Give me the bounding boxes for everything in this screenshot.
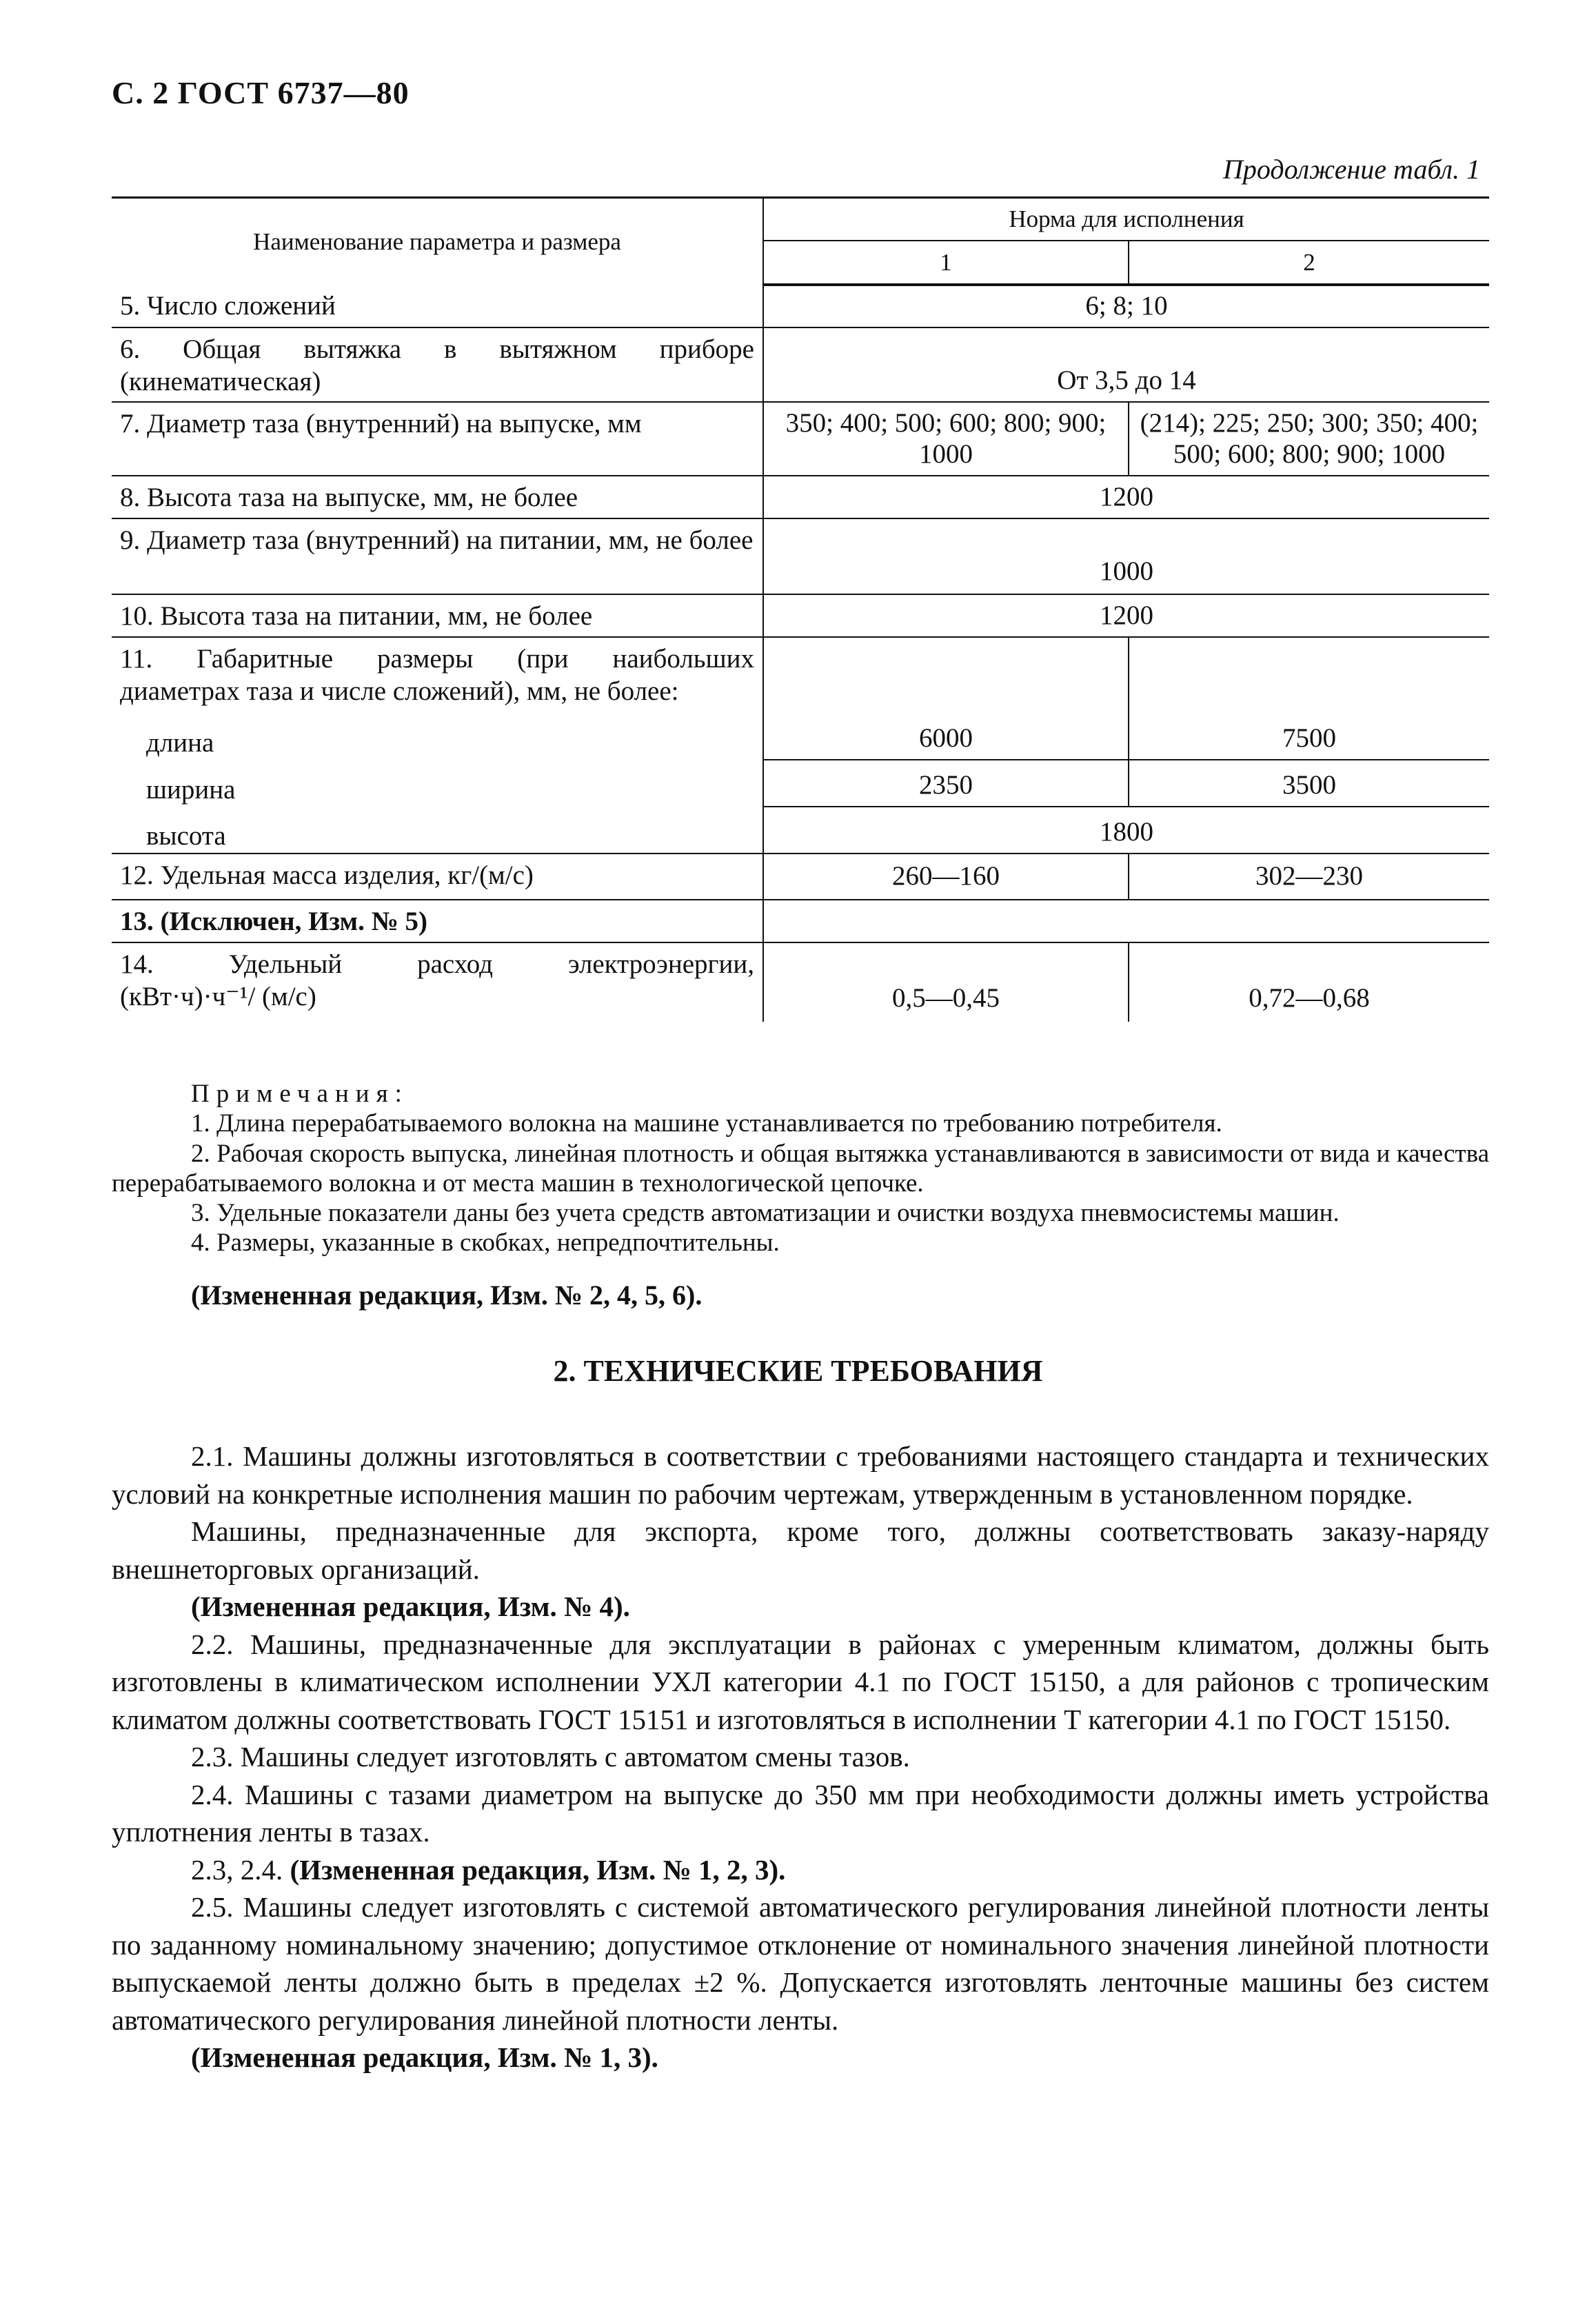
table-row: [112, 402, 1489, 476]
section-title: 2. ТЕХНИЧЕСКИЕ ТРЕБОВАНИЯ: [553, 1354, 1043, 1388]
row-6-param: [112, 327, 763, 402]
page-header: С. 2 ГОСТ 6737—80: [112, 75, 410, 110]
paragraph-with-amendment: [112, 1851, 1489, 1889]
row-12-param: 12. Удельная масса изделия, кг/(м/с): [112, 854, 763, 900]
table-continuation-label: Продолжение табл. 1: [1222, 154, 1480, 185]
table-row: [112, 637, 1489, 713]
header-variant-2: 2: [1129, 241, 1489, 285]
row-11-height-label: высота: [112, 807, 763, 854]
table-row: [112, 900, 1489, 942]
row-9-value: 1000: [763, 518, 1489, 594]
row-11-param-line1: 11. Габаритные размеры (при наибольших: [120, 644, 754, 674]
paragraph: 2.4. Машины с тазами диаметром на выпуске до 350 мм при необходимости должны иметь устройства уплотнения ленты в тазах.: [112, 1778, 1489, 1848]
table-row: [112, 854, 1489, 900]
note-item: 3. Удельные показатели даны без учета средств автоматизации и очистки воздуха пневмосистемы машин.: [191, 1199, 1340, 1228]
row-5-param: 5. Число сложений: [112, 285, 763, 327]
paragraph: 2.2. Машины, предназначенные для эксплуатации в районах с умеренным климатом, должны быть изготовлены в климатическом исполнении УХЛ категории 4.1 по ГОСТ 15150, а для районов с тропическим климатом должны соответствовать ГОСТ 15151 и изготовляться в исполнении Т категории 4.1 по ГОСТ 15150.: [112, 1628, 1489, 1735]
row-12-value-1: 260—160: [763, 854, 1129, 900]
row-5-value: 6; 8; 10: [763, 285, 1489, 327]
row-7-value-2: (214); 225; 250; 300; 350; 400; 500; 600; 800; 900; 1000: [1129, 402, 1489, 476]
note-item: 4. Размеры, указанные в скобках, непредпочтительны.: [191, 1229, 780, 1258]
paragraph-ref: 2.3, 2.4. (Измененная редакция, Изм. № 1, 2, 3).: [191, 1853, 786, 1886]
row-11-param: [112, 637, 763, 713]
row-11-width-2: 3500: [1129, 760, 1489, 807]
row-14-param: [112, 942, 763, 1022]
row-13-empty: [763, 900, 1489, 942]
table-row: [112, 942, 1489, 1022]
section-body: [112, 1437, 1489, 2077]
row-6-param-line1: 6. Общая вытяжка в вытяжном приборе: [120, 334, 754, 364]
row-11-empty-2: [1129, 637, 1489, 713]
table-row: [112, 327, 1489, 402]
row-14-param-line2: (кВт·ч)·ч⁻¹/ (м/с): [120, 981, 316, 1011]
table-notes: [112, 1079, 1489, 1258]
amendment-note: (Измененная редакция, Изм. № 4).: [191, 1591, 630, 1623]
row-11-length-2: 7500: [1129, 713, 1489, 760]
row-14-value-1: 0,5—0,45: [763, 942, 1129, 1022]
row-11-width-1: 2350: [763, 760, 1129, 807]
table-row: [112, 476, 1489, 518]
row-8-param: 8. Высота таза на выпуске, мм, не более: [112, 476, 763, 518]
table-row: [112, 807, 1489, 854]
row-14-param-line1: 14. Удельный расход электроэнергии,: [120, 949, 754, 979]
row-6-value: От 3,5 до 14: [763, 327, 1489, 402]
row-13-param: 13. (Исключен, Изм. № 5): [112, 900, 763, 942]
table-row: [112, 518, 1489, 594]
row-11-empty-1: [763, 637, 1129, 713]
row-11-param-line2: диаметрах таза и числе сложений), мм, не более:: [120, 676, 679, 706]
table-header-row: [112, 198, 1489, 241]
table-row: [112, 713, 1489, 760]
note-item: 2. Рабочая скорость выпуска, линейная плотность и общая вытяжка устанавливаются в зависимости от вида и качества перерабатываемого волокна и от места машин в технологической цепочке.: [112, 1139, 1489, 1198]
header-variant-1: 1: [763, 241, 1129, 285]
paragraph: 2.3. Машины следует изготовлять с автоматом смены тазов.: [191, 1741, 910, 1773]
row-8-value: 1200: [763, 476, 1489, 518]
header-parameter: Наименование параметра и размера: [112, 198, 763, 285]
row-14-value-2: 0,72—0,68: [1129, 942, 1489, 1022]
notes-title: Примечания:: [191, 1080, 409, 1108]
paragraph: 2.1. Машины должны изготовляться в соответствии с требованиями настоящего стандарта и технических условий на конкретные исполнения машин по рабочим чертежам, утвержденным в установленном порядке.: [112, 1440, 1489, 1510]
row-11-width-label: ширина: [112, 760, 763, 807]
table-row: [112, 760, 1489, 807]
table-row: [112, 594, 1489, 637]
parameters-table: [112, 196, 1489, 1022]
table-row: [112, 285, 1489, 327]
row-10-value: 1200: [763, 594, 1489, 637]
header-norm: Норма для исполнения: [763, 198, 1489, 241]
amendment-note: (Измененная редакция, Изм. № 1, 3).: [191, 2041, 658, 2074]
row-12-value-2: 302—230: [1129, 854, 1489, 900]
row-11-length-1: 6000: [763, 713, 1129, 760]
paragraph: 2.5. Машины следует изготовлять с системой автоматического регулирования линейной плотности ленты по заданному номинальному значению; допустимое отклонение от номинального значения линейной плотности выпускаемой ленты должно быть в пределах ±2 %. Допускается изготовлять ленточные машины без систем автоматического регулирования линейной плотности ленты.: [112, 1891, 1489, 2036]
row-10-param: 10. Высота таза на питании, мм, не более: [112, 594, 763, 637]
row-11-length-label: длина: [112, 713, 763, 760]
row-7-param: 7. Диаметр таза (внутренний) на выпуске, мм: [112, 402, 763, 476]
amendment-note: (Измененная редакция, Изм. № 2, 4, 5, 6).: [191, 1280, 703, 1311]
amendment-note: (Измененная редакция, Изм. № 1, 2, 3).: [290, 1853, 786, 1886]
paragraph: Машины, предназначенные для экспорта, кроме того, должны соответствовать заказу-наряду внешнеторговых организаций.: [112, 1515, 1489, 1585]
note-item: 1. Длина перерабатываемого волокна на машине устанавливается по требованию потребителя.: [191, 1109, 1222, 1138]
row-7-value-1: 350; 400; 500; 600; 800; 900; 1000: [763, 402, 1129, 476]
row-11-height: 1800: [763, 807, 1489, 854]
row-9-param: 9. Диаметр таза (внутренний) на питании, мм, не более: [112, 518, 763, 594]
row-6-param-line2: (кинематическая): [120, 366, 321, 396]
